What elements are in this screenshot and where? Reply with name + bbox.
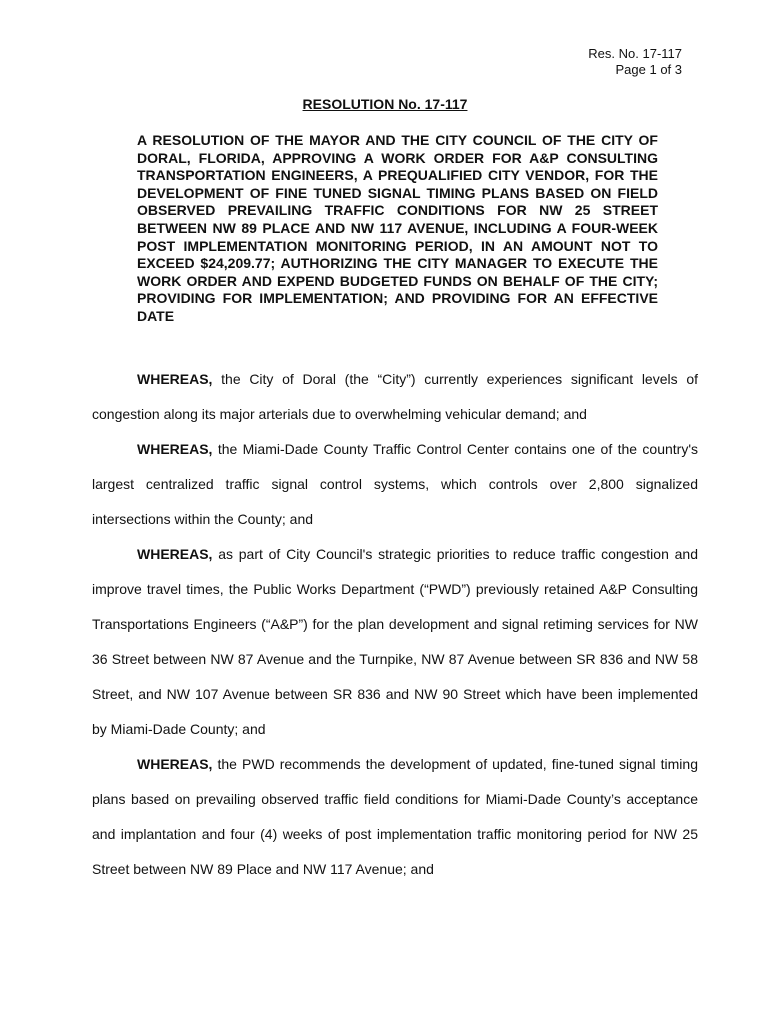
paragraph-text: as part of City Council's strategic priorities to reduce traffic congestion and improve travel times, the Public Works Department (“PWD”) previously retained A&P Consulting Transportations Engineers (“A&P”) for the plan development and signal retiming services for NW 36 Street between NW 87 Avenue and the Turnpike, NW 87 Avenue between SR 836 and NW 58 Street, and NW 107 Avenue between SR 836 and NW 90 Street which have been implemented by Miami-Dade County; and: [92, 546, 698, 737]
whereas-label: WHEREAS,: [137, 546, 213, 562]
page-header: [588, 46, 682, 78]
whereas-label: WHEREAS,: [137, 371, 213, 387]
page-number: Page 1 of 3: [615, 62, 682, 77]
whereas-paragraph: [92, 537, 698, 747]
resolution-title: RESOLUTION No. 17-117: [302, 96, 468, 112]
resolution-caption: A RESOLUTION OF THE MAYOR AND THE CITY COUNCIL OF THE CITY OF DORAL, FLORIDA, APPROVING A WORK ORDER FOR A&P CONSULTING TRANSPORTATION ENGINEERS, A PREQUALIFIED CITY VENDOR, FOR THE DEVELOPMENT OF FINE TUNED SIGNAL TIMING PLANS BASED ON FIELD OBSERVED PREVAILING TRAFFIC CONDITIONS FOR NW 25 STREET BETWEEN NW 89 PLACE AND NW 117 AVENUE, INCLUDING A FOUR-WEEK POST IMPLEMENTATION MONITORING PERIOD, IN AN AMOUNT NOT TO EXCEED $24,209.77; AUTHORIZING THE CITY MANAGER TO EXECUTE THE WORK ORDER AND EXPEND BUDGETED FUNDS ON BEHALF OF THE CITY; PROVIDING FOR IMPLEMENTATION; AND PROVIDING FOR AN EFFECTIVE DATE: [137, 132, 658, 324]
resolution-body: [92, 362, 698, 887]
whereas-label: WHEREAS,: [137, 756, 213, 772]
whereas-paragraph: [92, 747, 698, 887]
whereas-paragraph: [92, 432, 698, 537]
resolution-number: Res. No. 17-117: [588, 46, 682, 61]
paragraph-text: the Miami-Dade County Traffic Control Center contains one of the country's largest centralized traffic signal control systems, which controls over 2,800 signalized intersections within the County; and: [92, 441, 698, 527]
whereas-label: WHEREAS,: [137, 441, 213, 457]
whereas-paragraph: [92, 362, 698, 432]
paragraph-text: the City of Doral (the “City”) currently experiences significant levels of congestion along its major arterials due to overwhelming vehicular demand; and: [92, 371, 698, 422]
paragraph-text: the PWD recommends the development of updated, fine-tuned signal timing plans based on prevailing observed traffic field conditions for Miami-Dade County’s acceptance and implantation and four (4) weeks of post implementation traffic monitoring period for NW 25 Street between NW 89 Place and NW 117 Avenue; and: [92, 756, 698, 877]
